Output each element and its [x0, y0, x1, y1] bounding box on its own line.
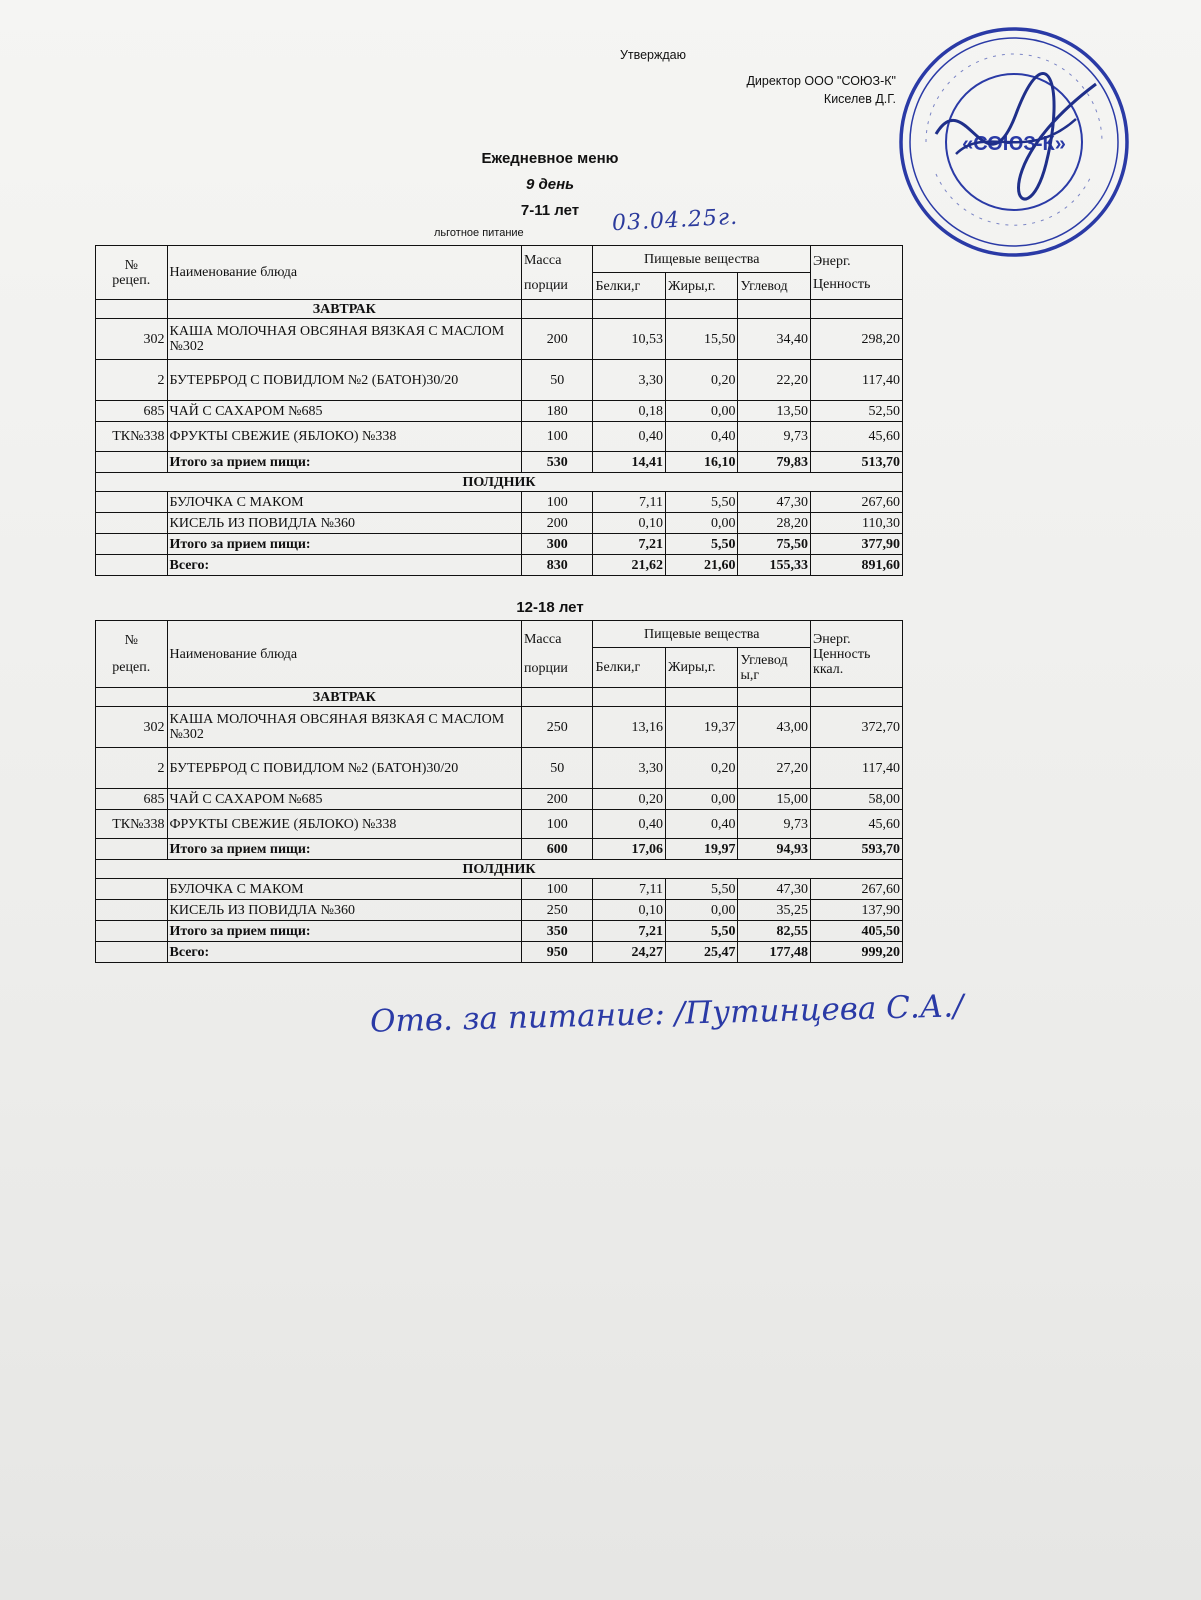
table-row: КИСЕЛЬ ИЗ ПОВИДЛА №360 200 0,10 0,00 28,20 110,30 [96, 513, 903, 534]
age-group-2-title: 12-18 лет [516, 599, 584, 616]
table-row: ТК№338 ФРУКТЫ СВЕЖИЕ (ЯБЛОКО) №338 100 0,40 0,40 9,73 45,60 [96, 422, 903, 452]
table-row: ТК№338 ФРУКТЫ СВЕЖИЕ (ЯБЛОКО) №338 100 0,40 0,40 9,73 45,60 [96, 810, 903, 839]
section-label: ПОЛДНИК [96, 473, 903, 492]
col-dish-name: Наименование блюда [167, 621, 521, 688]
subtitle: льготное питание [434, 227, 524, 239]
col-dish-name: Наименование блюда [167, 246, 521, 300]
menu-day: 9 день [525, 176, 575, 193]
col-recipe-no: № рецеп. [96, 621, 168, 688]
section-row-snack [96, 860, 903, 879]
director-line: Директор ООО "СОЮЗ-К" [746, 74, 896, 88]
table-row: КИСЕЛЬ ИЗ ПОВИДЛА №360 250 0,10 0,00 35,25 137,90 [96, 900, 903, 921]
col-recipe-no: № рецеп. [96, 246, 168, 300]
age-group-1-title: 7-11 лет [520, 202, 580, 219]
director-block [746, 72, 896, 108]
handwritten-signature: Отв. за питание: /Путинцева С.А./ [369, 988, 964, 1040]
section-row-snack [96, 473, 903, 492]
subtotal-row: Итого за прием пищи: 600 17,06 19,97 94,93 593,70 [96, 839, 903, 860]
table-row: 685 ЧАЙ С САХАРОМ №685 200 0,20 0,00 15,00 58,00 [96, 789, 903, 810]
subtotal-row: Итого за прием пищи: 300 7,21 5,50 75,50 377,90 [96, 534, 903, 555]
subtotal-row: Итого за прием пищи: 350 7,21 5,50 82,55 405,50 [96, 921, 903, 942]
table-row: 2 БУТЕРБРОД С ПОВИДЛОМ №2 (БАТОН)30/20 50 3,30 0,20 22,20 117,40 [96, 360, 903, 401]
table-row: 2 БУТЕРБРОД С ПОВИДЛОМ №2 (БАТОН)30/20 50 3,30 0,20 27,20 117,40 [96, 748, 903, 789]
approve-label: Утверждаю [619, 48, 686, 62]
director-name: Киселев Д.Г. [823, 92, 896, 106]
table-header-row [96, 246, 903, 273]
section-row-breakfast [96, 300, 903, 319]
svg-text:«СОЮЗ-К»: «СОЮЗ-К» [962, 133, 1066, 155]
company-stamp-icon [896, 24, 1132, 260]
col-protein: Белки,г [593, 648, 666, 688]
col-fat: Жиры,г. [665, 273, 738, 300]
menu-title: Ежедневное меню [481, 150, 619, 167]
table-header-row [96, 621, 903, 648]
table-row: БУЛОЧКА С МАКОМ 100 7,11 5,50 47,30 267,60 [96, 492, 903, 513]
table-row: 302 КАША МОЛОЧНАЯ ОВСЯНАЯ ВЯЗКАЯ С МАСЛОМ №302 200 10,53 15,50 34,40 298,20 [96, 319, 903, 360]
col-carbs: Углевод [738, 273, 811, 300]
section-label: ЗАВТРАК [167, 688, 521, 707]
col-energy: Энерг. Ценность [811, 246, 903, 300]
col-nutrients: Пищевые вещества [593, 621, 811, 648]
col-energy: Энерг. Ценность ккал. [811, 621, 903, 688]
table-row: 302 КАША МОЛОЧНАЯ ОВСЯНАЯ ВЯЗКАЯ С МАСЛОМ №302 250 13,16 19,37 43,00 372,70 [96, 707, 903, 748]
subtotal-row: Итого за прием пищи: 530 14,41 16,10 79,83 513,70 [96, 452, 903, 473]
col-mass: Масса порции [521, 621, 593, 688]
grand-total-row: Всего: 830 21,62 21,60 155,33 891,60 [96, 555, 903, 576]
table-row: БУЛОЧКА С МАКОМ 100 7,11 5,50 47,30 267,60 [96, 879, 903, 900]
col-fat: Жиры,г. [665, 648, 738, 688]
col-nutrients: Пищевые вещества [593, 246, 811, 273]
col-mass: Масса порции [521, 246, 593, 300]
menu-table-12-18 [95, 620, 903, 963]
table-row: 685 ЧАЙ С САХАРОМ №685 180 0,18 0,00 13,50 52,50 [96, 401, 903, 422]
col-carbs: Углевод ы,г [738, 648, 811, 688]
section-label: ЗАВТРАК [167, 300, 521, 319]
col-protein: Белки,г [593, 273, 666, 300]
section-label: ПОЛДНИК [96, 860, 903, 879]
handwritten-date: 03.04.25г. [611, 204, 739, 237]
menu-table-7-11 [95, 245, 903, 576]
grand-total-row: Всего: 950 24,27 25,47 177,48 999,20 [96, 942, 903, 963]
section-row-breakfast [96, 688, 903, 707]
